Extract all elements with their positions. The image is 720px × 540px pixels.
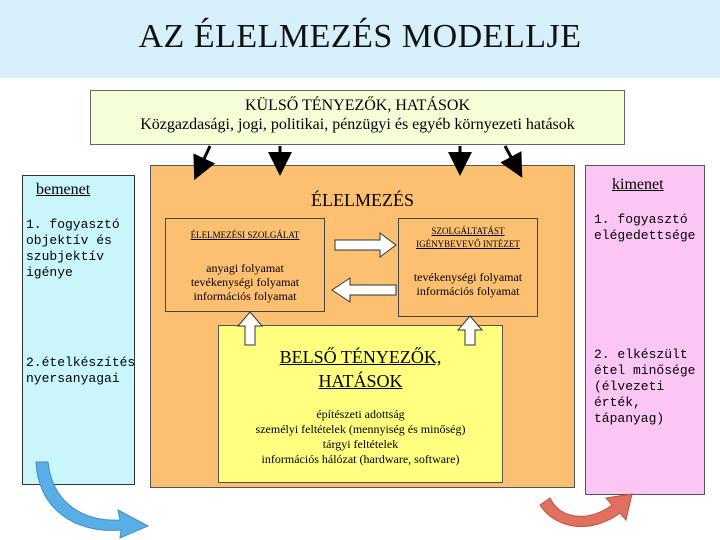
output-item-2: 2. elkészült étel minősége (élvezeti érték, tápanyag) bbox=[594, 347, 696, 426]
service-line-2: tevékenységi folyamat bbox=[190, 275, 300, 289]
internal-line-3: tárgyi feltételek bbox=[322, 437, 399, 451]
output-item-1: 1. fogyasztó elégedettsége bbox=[594, 212, 696, 243]
cycle-arrow-red bbox=[540, 494, 632, 527]
left-flow-arrow bbox=[332, 278, 396, 302]
external-subtitle: Közgazdasági, jogi, politikai, pénzügyi és egyéb környezeti hatások bbox=[140, 116, 575, 133]
output-heading: kimenet bbox=[612, 176, 664, 193]
internal-line-2: személyi feltételek (mennyiség és minőség) bbox=[255, 422, 466, 436]
up-arrow-right bbox=[458, 316, 482, 345]
institution-title-2: IGÉNYBEVEVŐ INTÉZET bbox=[416, 239, 520, 249]
right-flow-arrow bbox=[335, 233, 396, 257]
internal-heading-line-2: HATÁSOK bbox=[318, 371, 403, 391]
service-title: ÉLELMEZÉSI SZOLGÁLAT bbox=[190, 230, 300, 240]
internal-line-4: információs hálózat (hardware, software) bbox=[261, 452, 460, 466]
input-heading: bemenet bbox=[36, 181, 91, 198]
service-line-3: információs folyamat bbox=[193, 289, 297, 303]
service-line-1: anyagi folyamat bbox=[206, 261, 284, 275]
page-title: AZ ÉLELMEZÉS MODELLJE bbox=[138, 18, 582, 55]
internal-line-1: építészeti adottság bbox=[316, 407, 405, 421]
influence-arrow-1 bbox=[198, 146, 210, 172]
institution-line-1: tevékenységi folyamat bbox=[413, 270, 523, 284]
input-item-2: 2.ételkészítés nyersanyagai bbox=[26, 355, 136, 386]
input-item-1: 1. fogyasztó objektív és szubjektív igénye bbox=[26, 217, 120, 280]
institution-line-2: információs folyamat bbox=[416, 284, 520, 298]
institution-title-1: SZOLGÁLTATÁST bbox=[431, 226, 505, 236]
up-arrow-left bbox=[238, 312, 262, 345]
internal-heading-line-1: BELSŐ TÉNYEZŐK, bbox=[279, 347, 442, 367]
catering-heading: ÉLELMEZÉS bbox=[311, 190, 414, 210]
external-heading: KÜLSŐ TÉNYEZŐK, HATÁSOK bbox=[244, 97, 471, 114]
cycle-arrow-blue bbox=[36, 462, 148, 538]
influence-arrow-4 bbox=[505, 146, 518, 170]
